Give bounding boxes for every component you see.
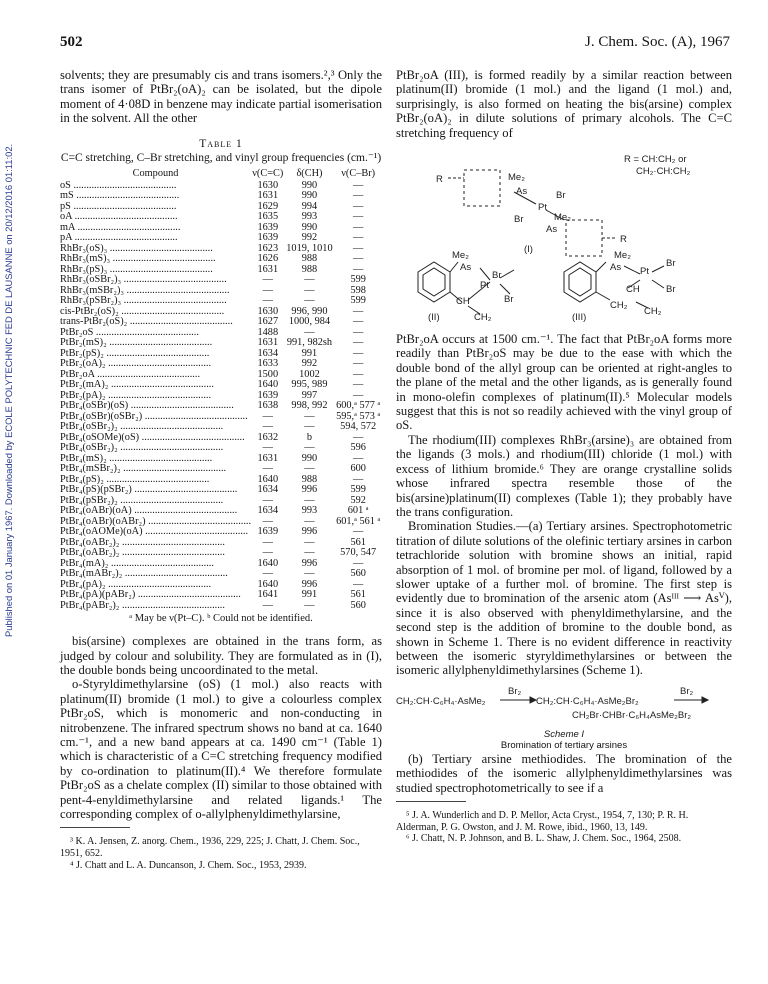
scheme-1 <box>396 684 732 751</box>
table-row <box>60 548 382 559</box>
table-row <box>60 191 382 202</box>
compound-cell: RhBr₃(oS)₃ ........................................ <box>60 243 213 254</box>
table-row <box>60 202 382 213</box>
ch2-label: CH₂ <box>644 306 662 318</box>
value-cell: 1627 <box>257 316 279 328</box>
paragraph: (b) Tertiary arsine methiodides. The bromination of the methiodides of the isomeric allylphenyldimethylarsines was studied spectrophotometrically to see if a <box>396 751 732 795</box>
pt-label: Pt <box>538 202 547 214</box>
r-definition: CH₂·CH:CH₂ <box>636 166 691 178</box>
value-cell: 996 <box>301 526 318 538</box>
compound-cell: RhBr₃(pSBr₂)₃ ........................................ <box>60 296 227 307</box>
value-cell: 561 <box>350 589 366 601</box>
table-row <box>60 559 382 570</box>
structure-figure <box>396 142 732 332</box>
value-cell: — <box>353 473 364 485</box>
me2-label: Me₂ <box>554 212 571 224</box>
table-row <box>60 433 382 444</box>
scheme-reactant: CH₂:CH·C₆H₄·AsMe₂ <box>396 695 486 707</box>
value-cell: — <box>304 421 315 433</box>
as-label: As <box>546 224 558 236</box>
value-cell: — <box>353 347 364 359</box>
value-cell: 990 <box>301 452 318 464</box>
value-cell: — <box>304 494 315 506</box>
value-cell: 600,ᵃ 577 ᵃ <box>336 400 381 412</box>
value-cell: 990 <box>301 179 318 191</box>
table-row <box>60 265 382 276</box>
compound-cell: PtBr₄(oSBr₂)₂ ........................................ <box>60 422 224 433</box>
left-column <box>60 68 382 871</box>
br-label: Br <box>666 284 676 296</box>
compound-cell: oA ........................................ <box>60 212 178 223</box>
value-cell: — <box>353 578 364 590</box>
r-label: R <box>436 174 443 186</box>
value-cell: — <box>353 368 364 380</box>
value-cell: — <box>262 410 273 422</box>
value-cell: — <box>304 599 315 611</box>
paragraph: PtBr₂oA (III), is formed readily by a similar reaction between platinum(II) bromide (1 mol.) and the ligand (1 mol.) and, surprisingly, is also formed on heating the bis(arsine) complex PtBr₂(oA)₂ in dilute solutions of primary alcohols. The C=C stretching frequency of <box>396 68 732 140</box>
compound-cell: RhBr₃(pS)₃ ........................................ <box>60 264 213 275</box>
value-cell: — <box>353 358 364 370</box>
value-cell: 600 <box>350 463 366 475</box>
value-cell: 1634 <box>257 484 279 496</box>
value-cell: — <box>262 568 273 580</box>
table-row <box>60 349 382 360</box>
table-row <box>60 580 382 591</box>
value-cell: 996 <box>301 557 318 569</box>
compound-cell: PtBr₄(pA)(pABr₂) ........................................ <box>60 590 241 601</box>
table-row <box>60 181 382 192</box>
value-cell: 594, 572 <box>340 421 377 433</box>
value-cell: 1631 <box>257 452 279 464</box>
table-row <box>60 244 382 255</box>
ch2-label: CH₂ <box>474 312 492 324</box>
value-cell: — <box>304 547 315 559</box>
paragraph: The rhodium(III) complexes RhBr₃(arsine)₃ are obtained from the ligands (3 mols.) and rhodium(III) chloride (1 mol.) with excess of lithium bromide.⁶ They are orange crystalline solids whose infrared spectra resemble those of the bis(arsine)platinum(II) complexes (Table 1); they probably have the trans configuration. <box>396 432 732 519</box>
table-row <box>60 485 382 496</box>
paragraph: Bromination Studies.—(a) Tertiary arsines. Spectrophotometric titration of dilute solutions of the olefinic tertiary arsines in carbon tetrachloride solution with bromine shows an initial, rapid absorption of 1 mol. of bromine per mol. of ligand, followed by a slower uptake of a further mol. of bromine. The first step is evidently due to bromination of the arsenic atom (Asᴵᴵᴵ ⟶ Asⱽ), since it is also observed with phenyldimethylarsine, and the second step is the addition of bromine to the double bond, as shown in Scheme 1. There is no evident difference in reactivity between the isomeric styryldimethylarsines or between the isomeric allylphenyldimethylarsines (Scheme 1). <box>396 519 732 678</box>
paragraph: o-Styryldimethylarsine (oS) (1 mol.) also reacts with platinum(II) bromide (1 mol.) to give a colourless complex PtBr₂oS, which is monomeric and non-conducting in nitrobenzene. The infrared spectrum shows no band at ca. 1640 cm.⁻¹, and a new band appears at ca. 1490 cm⁻¹ (Table 1) which is characteristic of a C=C stretching frequency modified by co-ordination to platinum(II).⁴ We therefore formulate PtBr₂oS as a chelate complex (II) similar to those obtained with pent-4-enyldimethylarsine and related ligands.¹ The corresponding complex of o-allylphenyldimethylarsine, <box>60 677 382 821</box>
value-cell: 601,ᵃ 561 ᵃ <box>336 515 381 527</box>
compound-label-iii: (III) <box>572 312 587 324</box>
compound-cell: PtBr₂(mA)₂ ........................................ <box>60 380 214 391</box>
table-row <box>60 401 382 412</box>
compound-cell: PtBr₄(oSBr)(oSBr₂) ........................................ <box>60 411 248 422</box>
value-cell: 1631 <box>257 263 279 275</box>
compound-cell: PtBr₄(pA)₂ ........................................ <box>60 579 212 590</box>
reference: ⁴ J. Chatt and L. A. Duncanson, J. Chem. Soc., 1953, 2939. <box>70 859 307 871</box>
value-cell: 996 <box>301 484 318 496</box>
value-cell: — <box>262 295 273 307</box>
value-cell: — <box>353 200 364 212</box>
column-header: δ(CH) <box>296 167 323 179</box>
structure-drawings <box>396 142 732 332</box>
compound-cell: PtBr₄(oABr₂)₂ ........................................ <box>60 537 225 548</box>
compound-label-ii: (II) <box>428 312 440 324</box>
ch-label: CH <box>626 284 640 296</box>
table-body <box>60 181 382 612</box>
table-row <box>60 422 382 433</box>
value-cell: 1639 <box>257 526 279 538</box>
table-row <box>60 464 382 475</box>
compound-cell: RhBr₃(mS)₃ ........................................ <box>60 254 216 265</box>
value-cell: 996, 990 <box>291 305 328 317</box>
compound-cell: PtBr₂(pA)₂ ........................................ <box>60 390 212 401</box>
value-cell: 1634 <box>257 347 279 359</box>
r-label: R <box>620 234 627 246</box>
table-row <box>60 296 382 307</box>
value-cell: — <box>262 494 273 506</box>
value-cell: — <box>353 253 364 265</box>
value-cell: 988 <box>301 253 318 265</box>
compound-cell: PtBr₄(mABr₂)₂ ........................................ <box>60 569 228 580</box>
compound-cell: PtBr₄(oSBr)(oS) ........................................ <box>60 401 234 412</box>
value-cell: — <box>353 379 364 391</box>
references <box>396 810 732 845</box>
value-cell: — <box>353 263 364 275</box>
as-label: As <box>516 186 528 198</box>
value-cell: 1000, 984 <box>288 316 331 328</box>
value-cell: — <box>353 452 364 464</box>
value-cell: — <box>262 515 273 527</box>
value-cell: 993 <box>301 505 318 517</box>
paragraph: bis(arsine) complexes are obtained in the trans form, as judged by colour and solubility. They are formulated as in (I), the double bonds being uncoordinated to the metal. <box>60 634 382 677</box>
as-label: As <box>610 262 622 274</box>
scheme-reagent: Br₂ <box>508 685 522 697</box>
value-cell: — <box>304 515 315 527</box>
value-cell: 599 <box>350 274 366 286</box>
table-row <box>60 391 382 402</box>
value-cell: — <box>353 326 364 338</box>
br-label: Br <box>492 270 502 282</box>
compound-cell: PtBr₄(mSBr₂)₂ ........................................ <box>60 464 227 475</box>
value-cell: — <box>353 232 364 244</box>
value-cell: b <box>306 431 313 443</box>
table-row <box>60 317 382 328</box>
compound-cell: PtBr₄(oABr₂)₂ ........................................ <box>60 548 225 559</box>
value-cell: 1002 <box>299 368 320 380</box>
value-cell: — <box>353 337 364 349</box>
compound-cell: PtBr₄(oABr)(oA) ........................................ <box>60 506 238 517</box>
value-cell: — <box>262 421 273 433</box>
compound-cell: mA ........................................ <box>60 222 181 233</box>
table-row <box>60 233 382 244</box>
br-label: Br <box>666 258 676 270</box>
value-cell: — <box>262 547 273 559</box>
value-cell: 1633 <box>257 358 279 370</box>
value-cell: 598 <box>350 284 366 296</box>
value-cell: — <box>304 463 315 475</box>
compound-cell: PtBr₄(oABr)(oABr₂) ........................................ <box>60 516 252 527</box>
value-cell: — <box>262 442 273 454</box>
journal-header: J. Chem. Soc. (A), 1967 <box>585 34 730 50</box>
value-cell: 601 ᵃ <box>347 505 369 517</box>
value-cell: 1641 <box>257 589 279 601</box>
value-cell: 1630 <box>257 305 279 317</box>
value-cell: — <box>304 326 315 338</box>
value-cell: — <box>353 221 364 233</box>
compound-cell: PtBr₂(pS)₂ ........................................ <box>60 348 210 359</box>
value-cell: 1634 <box>257 505 279 517</box>
table-row <box>60 212 382 223</box>
compound-cell: PtBr₄(mS)₂ ........................................ <box>60 453 213 464</box>
table-row <box>60 517 382 528</box>
compound-cell: PtBr₄(pABr₂)₂ ........................................ <box>60 600 225 611</box>
value-cell: 997 <box>301 389 318 401</box>
value-cell: — <box>262 536 273 548</box>
value-cell: — <box>304 410 315 422</box>
compound-cell: RhBr₃(oSBr₂)₃ ........................................ <box>60 275 227 286</box>
table-row <box>60 454 382 465</box>
value-cell: 1632 <box>257 431 279 443</box>
table-row <box>60 569 382 580</box>
value-cell: 995, 989 <box>291 379 328 391</box>
table-row <box>60 254 382 265</box>
reference: ⁶ J. Chatt, N. P. Johnson, and B. L. Shaw, J. Chem. Soc., 1964, 2508. <box>406 833 682 845</box>
r-definition: R = CH:CH₂ or <box>624 154 687 166</box>
compound-cell: oS ........................................ <box>60 180 177 191</box>
compound-cell: PtBr₄(oAOMe)(oA) ........................................ <box>60 527 249 538</box>
me2-label: Me₂ <box>452 250 469 262</box>
value-cell: — <box>353 190 364 202</box>
value-cell: 596 <box>350 442 366 454</box>
table-caption: C=C stretching, C–Br stretching, and vinyl group frequencies (cm.⁻¹) <box>60 151 382 164</box>
pt-label: Pt <box>480 280 489 292</box>
value-cell: — <box>262 284 273 296</box>
table-row <box>60 370 382 381</box>
compound-cell: PtBr₄(pS)₂ ........................................ <box>60 474 210 485</box>
value-cell: — <box>262 463 273 475</box>
page-number: 502 <box>60 34 83 50</box>
reference: ⁵ J. A. Wunderlich and D. P. Mellor, Acta Cryst., 1954, 7, 130; P. R. H. Alderman, P. G. Owston, and J. M. Rowe, ibid., 1960, 13, 149. <box>396 810 689 833</box>
paragraph: solvents; they are presumably cis and trans isomers.²,³ Only the trans isomer of PtBr₂(oA)₂ can be isolated, but the dipole moment of 4·08D in benzene may indicate partial isomerisation in the solvent. All the other <box>60 68 382 126</box>
table-row <box>60 475 382 486</box>
value-cell: 1639 <box>257 221 279 233</box>
value-cell: 1631 <box>257 337 279 349</box>
value-cell: 1019, 1010 <box>286 242 333 254</box>
value-cell: 595,ᵃ 573 ᵃ <box>336 410 381 422</box>
value-cell: 998, 992 <box>291 400 328 412</box>
scheme-product: CH₂Br·CHBr·C₆H₄AsMe₂Br₂ <box>572 709 692 721</box>
value-cell: — <box>304 568 315 580</box>
ch-label: CH <box>456 296 470 308</box>
compound-cell: pS ........................................ <box>60 201 177 212</box>
as-label: As <box>460 262 472 274</box>
value-cell: — <box>353 526 364 538</box>
table-footnote: ᵃ May be ν(Pt–C). ᵇ Could not be identified. <box>129 613 313 625</box>
table-row <box>60 380 382 391</box>
value-cell: — <box>353 316 364 328</box>
value-cell: 1639 <box>257 232 279 244</box>
value-cell: 996 <box>301 578 318 590</box>
value-cell: 990 <box>301 221 318 233</box>
value-cell: 1630 <box>257 179 279 191</box>
value-cell: 994 <box>301 200 318 212</box>
ch2-label: CH₂ <box>610 300 628 312</box>
column-header: ν(C–Br) <box>341 167 376 179</box>
value-cell: 988 <box>301 263 318 275</box>
table-header-row <box>60 167 382 181</box>
value-cell: 560 <box>350 599 366 611</box>
value-cell: — <box>353 211 364 223</box>
value-cell: — <box>353 179 364 191</box>
column-header: ν(C=C) <box>252 167 284 179</box>
table-row <box>60 286 382 297</box>
references <box>60 836 382 871</box>
scheme-label: Scheme I <box>543 728 585 740</box>
table-row <box>60 338 382 349</box>
value-cell: — <box>304 536 315 548</box>
column-header: Compound <box>132 167 179 179</box>
frequency-table <box>60 167 382 612</box>
reference: ³ K. A. Jensen, Z. anorg. Chem., 1936, 229, 225; J. Chatt, J. Chem. Soc., 1951, 652. <box>60 836 360 859</box>
table-row <box>60 275 382 286</box>
value-cell: 991 <box>301 347 318 359</box>
me2-label: Me₂ <box>614 250 631 262</box>
value-cell: — <box>353 389 364 401</box>
compound-cell: PtBr₂(mS)₂ ........................................ <box>60 338 213 349</box>
compound-cell: PtBr₂(oA)₂ ........................................ <box>60 359 212 370</box>
value-cell: 592 <box>350 494 366 506</box>
value-cell: 1500 <box>257 368 279 380</box>
br-label: Br <box>556 190 566 202</box>
value-cell: — <box>304 295 315 307</box>
table-row <box>60 443 382 454</box>
br-label: Br <box>514 214 524 226</box>
scheme-caption: Bromination of tertiary arsines <box>500 739 628 751</box>
value-cell: 991, 982sh <box>286 337 333 349</box>
value-cell: — <box>304 284 315 296</box>
value-cell: — <box>353 305 364 317</box>
table-row <box>60 328 382 339</box>
table-row <box>60 601 382 612</box>
footnote-rule <box>396 801 466 802</box>
compound-cell: PtBr₄(pSBr₂)₂ ........................................ <box>60 495 224 506</box>
compound-cell: PtBr₄(oSBr₂)₂ ........................................ <box>60 443 224 454</box>
compound-cell: mS ........................................ <box>60 191 180 202</box>
pt-label: Pt <box>640 266 649 278</box>
value-cell: 1488 <box>257 326 279 338</box>
value-cell: 560 <box>350 568 366 580</box>
value-cell: 1640 <box>257 379 279 391</box>
me2-label: Me₂ <box>508 172 525 184</box>
table-row <box>60 359 382 370</box>
compound-cell: PtBr₄(mA)₂ ........................................ <box>60 558 214 569</box>
compound-cell: PtBr₂oA ........................................ <box>60 369 201 380</box>
value-cell: 1640 <box>257 473 279 485</box>
scheme-reagent: Br₂ <box>680 685 694 697</box>
value-cell: 992 <box>301 358 318 370</box>
compound-cell: trans-PtBr₂(oS)₂ ........................................ <box>60 317 233 328</box>
table-row <box>60 412 382 423</box>
value-cell: — <box>353 242 364 254</box>
table-row <box>60 590 382 601</box>
compound-label-i: (I) <box>524 244 533 256</box>
value-cell: 993 <box>301 211 318 223</box>
value-cell: 1631 <box>257 190 279 202</box>
table-row <box>60 538 382 549</box>
compound-cell: PtBr₄(pS)(pSBr₂) ........................................ <box>60 485 238 496</box>
paragraph: PtBr₂oA occurs at 1500 cm.⁻¹. The fact that PtBr₂oA forms more readily than PtBr₂oS may be due to the ease with which the double bond of the allyl group can be oriented at right-angles to the plane of the metal and the other ligands, as is generally found in mono-olefin complexes of platinum(II).⁵ Molecular models suggest that this is not so readily achieved with the vinyl group of oS. <box>396 332 732 433</box>
value-cell: 990 <box>301 190 318 202</box>
value-cell: — <box>304 274 315 286</box>
value-cell: 1640 <box>257 578 279 590</box>
value-cell: — <box>353 431 364 443</box>
scheme-intermediate: CH₂:CH·C₆H₄·AsMe₂Br₂ <box>536 695 639 707</box>
value-cell: — <box>304 442 315 454</box>
compound-cell: pA ........................................ <box>60 233 178 244</box>
value-cell: 991 <box>301 589 318 601</box>
scheme-drawing <box>396 684 732 724</box>
value-cell: — <box>353 557 364 569</box>
value-cell: 561 <box>350 536 366 548</box>
value-cell: 1640 <box>257 557 279 569</box>
value-cell: — <box>262 599 273 611</box>
br-label: Br <box>504 294 514 306</box>
value-cell: 1623 <box>257 242 279 254</box>
table-row <box>60 307 382 318</box>
table-title: Table 1 <box>199 137 243 150</box>
compound-cell: cis-PtBr₂(oS)₂ ........................................ <box>60 306 225 317</box>
table-row <box>60 506 382 517</box>
table-row <box>60 496 382 507</box>
table-row <box>60 223 382 234</box>
right-column <box>396 68 732 845</box>
compound-cell: PtBr₄(oSOMe)(oS) ........................................ <box>60 432 245 443</box>
table-row <box>60 527 382 538</box>
compound-cell: RhBr₃(mSBr₂)₃ ........................................ <box>60 285 230 296</box>
value-cell: 1638 <box>257 400 279 412</box>
download-watermark: Published on 01 January 1967. Downloaded by ECOLE POLYTECHNIC FED DE LAUSANNE on 20/12/2016 01:11:02. <box>3 143 14 637</box>
compound-cell: PtBr₂oS ........................................ <box>60 327 199 338</box>
value-cell: 1635 <box>257 211 279 223</box>
value-cell: 992 <box>301 232 318 244</box>
footnote-rule <box>60 827 130 828</box>
value-cell: 570, 547 <box>340 547 377 559</box>
value-cell: 1626 <box>257 253 279 265</box>
value-cell: 1639 <box>257 389 279 401</box>
value-cell: 599 <box>350 484 366 496</box>
value-cell: 599 <box>350 295 366 307</box>
value-cell: 988 <box>301 473 318 485</box>
value-cell: 1629 <box>257 200 279 212</box>
value-cell: — <box>262 274 273 286</box>
